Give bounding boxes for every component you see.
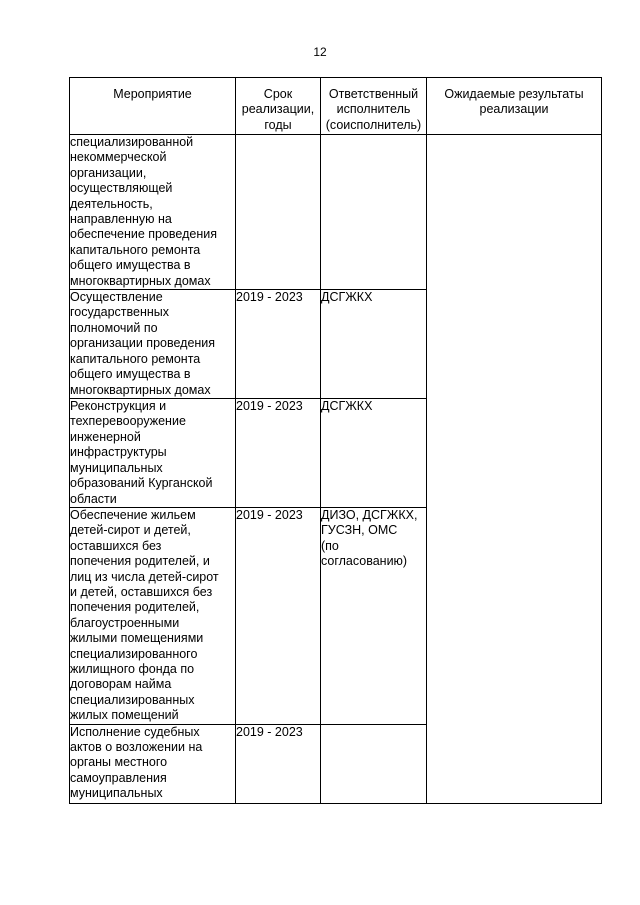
header-term	[236, 78, 321, 135]
text-line: организации,	[70, 165, 147, 180]
text-line: реализации,	[241, 102, 315, 117]
text-line: области	[70, 491, 117, 506]
text-line: Исполнение судебных	[70, 724, 200, 739]
text-line: попечения родителей, и	[70, 554, 210, 569]
text-line: органы местного	[70, 755, 168, 770]
text-line: полномочий по	[70, 320, 158, 335]
text-line: ГУСЗН, ОМС	[321, 523, 398, 538]
text-line: капитального ремонта	[70, 351, 201, 366]
text-line: обеспечение проведения	[70, 227, 218, 242]
executor-cell	[321, 507, 427, 724]
text-line: Обеспечение жильем	[70, 507, 196, 522]
text-line: актов о возложении на	[70, 740, 203, 754]
text-line: специализированного	[70, 646, 198, 661]
text-line: специализированных	[70, 692, 195, 707]
text-line: осуществляющей	[70, 181, 173, 196]
event-cell	[70, 724, 236, 803]
term-cell: 2019 - 2023	[236, 290, 321, 399]
text-line: муниципальных	[70, 460, 163, 475]
text-line: жилыми помещениями	[70, 631, 204, 646]
executor-cell	[321, 724, 427, 803]
text-line: специализированной	[70, 135, 194, 149]
text-line: техперевооружение	[70, 414, 186, 429]
page-number: 12	[313, 45, 327, 59]
term-cell	[236, 135, 321, 290]
text-line: общего имущества в	[70, 367, 191, 382]
header-executor	[321, 78, 427, 135]
executor-cell	[321, 135, 427, 290]
table-row	[70, 135, 602, 290]
header-results	[427, 78, 602, 135]
term-cell: 2019 - 2023	[236, 724, 321, 803]
text-line: лиц из числа детей-сирот	[70, 569, 219, 584]
text-line: ДИЗО, ДСГЖКХ,	[321, 507, 418, 522]
text-line: жилых помещений	[70, 708, 179, 723]
header-event	[70, 78, 236, 135]
text-line: государственных	[70, 305, 169, 320]
text-line: (соисполнитель)	[325, 117, 422, 132]
text-line: общего имущества в	[70, 258, 191, 273]
text-line: организации проведения	[70, 336, 216, 351]
text-line: реализации	[479, 102, 549, 117]
text-line: согласованию)	[321, 554, 408, 569]
text-line: годы	[264, 117, 292, 132]
text-line: капитального ремонта	[70, 242, 201, 257]
text-line: попечения родителей,	[70, 600, 200, 615]
text-line: деятельность,	[70, 196, 153, 211]
executor-cell	[321, 399, 427, 508]
text-line: оставшихся без	[70, 538, 162, 553]
text-line: инфраструктуры	[70, 445, 167, 460]
text-line: многоквартирных домах	[70, 382, 211, 397]
event-cell	[70, 399, 236, 508]
text-line: многоквартирных домах	[70, 273, 211, 288]
event-cell	[70, 135, 236, 290]
text-line: детей-сирот и детей,	[70, 523, 191, 538]
text-line: Осуществление	[70, 290, 163, 305]
text-line: Срок	[263, 87, 293, 101]
text-line: договорам найма	[70, 677, 172, 692]
text-line: исполнитель	[336, 102, 411, 117]
text-line: Ожидаемые результаты	[444, 87, 584, 101]
text-line: (по	[321, 538, 339, 553]
text-line: самоуправления	[70, 770, 167, 785]
text-line: и детей, оставшихся без	[70, 584, 213, 599]
executor-cell	[321, 290, 427, 399]
text-line: Ответственный	[328, 87, 419, 101]
event-cell	[70, 290, 236, 399]
text-line: направленную на	[70, 212, 172, 227]
table-header-row	[70, 78, 602, 135]
measures-table	[69, 77, 602, 804]
text-line: Реконструкция и	[70, 399, 167, 414]
text-line: благоустроенными	[70, 615, 180, 630]
results-cell	[427, 135, 602, 804]
text-line: образований Курганской	[70, 476, 213, 491]
text-line: ДСГЖКХ	[321, 290, 373, 305]
text-line: Мероприятие	[113, 87, 192, 101]
text-line: ДСГЖКХ	[321, 399, 373, 414]
term-cell: 2019 - 2023	[236, 507, 321, 724]
text-line: инженерной	[70, 429, 141, 444]
text-line: муниципальных	[70, 786, 163, 801]
text-line: жилищного фонда по	[70, 661, 195, 676]
term-cell: 2019 - 2023	[236, 399, 321, 508]
event-cell	[70, 507, 236, 724]
text-line: некоммерческой	[70, 150, 167, 165]
